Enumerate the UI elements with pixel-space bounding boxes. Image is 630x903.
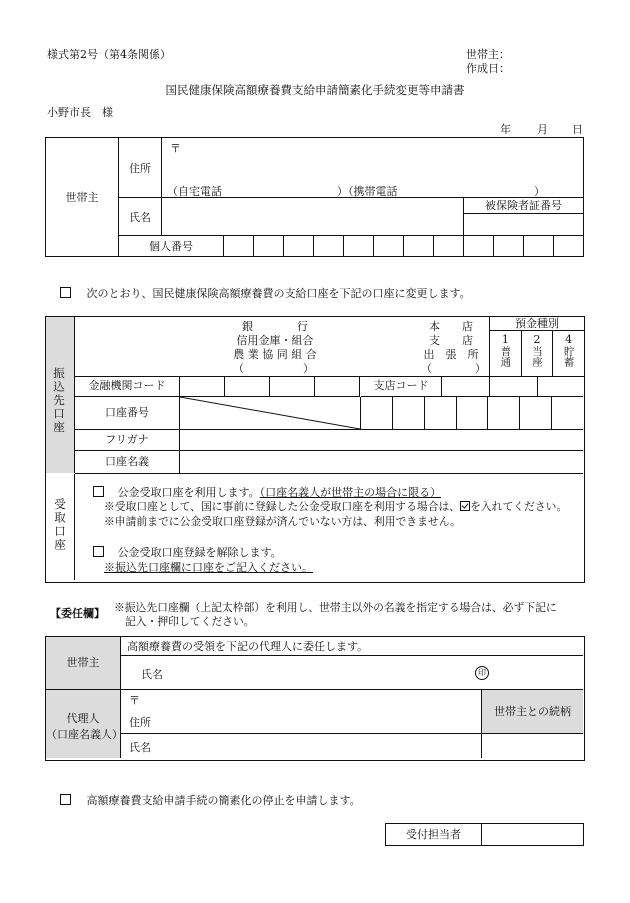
furigana-field[interactable] (180, 430, 583, 451)
account-number-digit[interactable] (457, 397, 489, 429)
public-cancel-note: ※振込先口座欄に口座をご記入ください。 (104, 561, 313, 574)
bank-type-ja: 農 業 協 同 組 合 (233, 348, 317, 361)
deposit-savings[interactable] (553, 331, 584, 376)
public-cancel-checkbox[interactable] (93, 546, 104, 557)
branch-paren-close: ） (475, 362, 486, 375)
personal-number-digit[interactable] (434, 236, 464, 257)
reception-box (385, 823, 584, 846)
personal-number-digit[interactable] (524, 236, 554, 257)
deposit-ordinary-label: 普通 (499, 346, 512, 367)
created-date-label: 作成日： (466, 62, 510, 75)
seal-icon: 印 (475, 666, 489, 680)
agent-address-label: 住所 (129, 716, 151, 729)
deposit-type-label: 預金種別 (490, 317, 584, 331)
account-number-unused (180, 397, 361, 430)
postal-mark: 〒 (170, 142, 181, 155)
option-stop-text: 高額療養費支給申請手続の簡素化の停止を申請します。 (86, 794, 361, 807)
relation-label: 世帯主との続柄 (482, 690, 583, 734)
deposit-type-area (489, 317, 584, 377)
account-number-label: 口座番号 (75, 397, 180, 430)
public-account-label: 受取口座 (53, 498, 67, 552)
account-number-digit[interactable] (520, 397, 552, 429)
branch-code-label: 支店コード (361, 376, 442, 397)
agent-name-label: 氏名 (129, 741, 151, 754)
deposit-ordinary-num: 1 (501, 333, 509, 346)
bank-paren-open: （ (233, 362, 244, 375)
public-account-use[interactable] (93, 484, 441, 500)
institution-code-digit[interactable] (180, 376, 225, 396)
institution-code-field[interactable] (180, 376, 360, 397)
page-title: 国民健康保険高額療養費支給申請簡素化手続変更等申請書 (165, 83, 465, 97)
insured-number-label: 被保険者証番号 (464, 198, 583, 214)
branch-code-digit[interactable] (442, 376, 490, 396)
personal-number-digit[interactable] (464, 236, 494, 257)
agent-address-field[interactable] (121, 690, 482, 734)
option-stop[interactable] (60, 792, 361, 808)
delegation-text: 高額療養費の受領を下記の代理人に委任します。 (121, 637, 583, 656)
agent-label-2: （口座名義人） (46, 728, 123, 741)
institution-code-digit[interactable] (225, 376, 270, 396)
branch-code-digit[interactable] (538, 376, 583, 396)
personal-number-digit[interactable] (314, 236, 344, 257)
personal-number-digit[interactable] (254, 236, 284, 257)
public-use-condition: （口座名義人が世帯主の場合に限る） (259, 486, 442, 499)
bank-paren-close: ） (303, 362, 314, 375)
account-number-digit[interactable] (361, 397, 393, 429)
personal-number-label: 個人番号 (119, 236, 224, 257)
check-mark-icon (460, 501, 470, 511)
branch-type-office: 出 張 所 (423, 348, 479, 361)
date-day: 日 (572, 123, 583, 136)
personal-number-digit[interactable] (224, 236, 254, 257)
home-phone-label: （自宅電話 (167, 185, 222, 198)
branch-paren-open: （ (421, 362, 432, 375)
account-number-field[interactable] (361, 397, 583, 430)
public-note-1b: を入れてください。 (470, 500, 568, 513)
agent-label-cell (46, 690, 121, 758)
deposit-savings-label: 貯蓄 (562, 346, 575, 367)
address-label: 住所 (119, 138, 162, 198)
delegation-note-1: ※振込先口座欄（上記太枠部）を利用し、世帯主以外の名義を指定する場合は、必ず下記に (114, 601, 557, 614)
public-account-cancel[interactable] (93, 544, 282, 560)
deposit-savings-num: 4 (565, 333, 573, 346)
account-number-digit[interactable] (393, 397, 425, 429)
bank-name-area[interactable] (75, 317, 489, 377)
agent-postal-mark: 〒 (129, 694, 140, 707)
reception-field[interactable] (482, 824, 583, 845)
addressee: 小野市長 様 (47, 106, 113, 119)
account-number-digit[interactable] (552, 397, 583, 429)
personal-number-digit[interactable] (374, 236, 404, 257)
agent-label-1: 代理人 (66, 712, 100, 725)
public-use-checkbox[interactable] (93, 486, 104, 497)
delegation-label: 【委任欄】 (50, 607, 105, 620)
institution-code-digit[interactable] (270, 376, 315, 396)
public-cancel-text: 公金受取口座登録を解除します。 (117, 546, 282, 559)
bank-type-credit: 信用金庫・組合 (236, 334, 314, 347)
public-note-1 (104, 499, 567, 514)
seal-mark (475, 665, 489, 680)
option-change-checkbox[interactable] (60, 287, 71, 298)
personal-number-digit[interactable] (344, 236, 374, 257)
bank-type-bank: 銀 行 (242, 320, 308, 333)
deposit-ordinary[interactable] (490, 331, 522, 376)
bank-section-label: 振込先口座 (52, 367, 66, 435)
deposit-current-num: 2 (533, 333, 541, 346)
account-number-digit[interactable] (488, 397, 520, 429)
furigana-label: フリガナ (75, 430, 180, 451)
public-use-text: 公金受取口座を利用します。 (117, 486, 260, 499)
delegation-note-2: 記入・押印してください。 (125, 615, 255, 628)
deposit-current-label: 当座 (531, 346, 543, 367)
applicant-table (45, 137, 584, 257)
delegation-householder-label: 世帯主 (46, 637, 121, 690)
address-field[interactable] (162, 138, 584, 198)
personal-number-digit[interactable] (494, 236, 524, 257)
form-number: 様式第2号（第4条関係） (47, 48, 171, 61)
date-year: 年 (500, 123, 511, 136)
reception-label: 受付担当者 (386, 824, 482, 845)
institution-code-label: 金融機関コード (75, 376, 180, 397)
personal-number-digit[interactable] (404, 236, 434, 257)
public-note-1a: ※受取口座として、国に事前に登録した公金受取口座を利用する場合は、 (104, 500, 461, 513)
public-note-2: ※申請前までに公金受取口座登録が済んでいない方は、利用できません。 (104, 515, 461, 528)
delegation-name-label: 氏名 (141, 668, 163, 681)
branch-type-branch: 支 店 (429, 334, 473, 347)
name-label: 氏名 (119, 198, 162, 236)
branch-type-main: 本 店 (429, 320, 473, 333)
mobile-phone-label: ）（携帯電話 (337, 185, 398, 198)
applicant-section-label: 世帯主 (46, 138, 119, 257)
branch-code-digit[interactable] (490, 376, 538, 396)
account-name-field[interactable] (180, 451, 583, 474)
deposit-current[interactable] (522, 331, 554, 376)
public-account-label-cell (46, 474, 75, 580)
account-name-label: 口座名義 (75, 451, 180, 474)
diagonal-line (180, 397, 360, 429)
personal-number-digit[interactable] (554, 236, 584, 257)
date-month: 月 (537, 123, 548, 136)
personal-number-digit[interactable] (284, 236, 314, 257)
option-change[interactable] (60, 285, 471, 301)
option-change-text: 次のとおり、国民健康保険高額療養費の支給口座を下記の口座に変更します。 (86, 287, 471, 300)
branch-code-field[interactable] (442, 376, 583, 397)
option-stop-checkbox[interactable] (60, 794, 71, 805)
account-number-digit[interactable] (425, 397, 457, 429)
phone-close-paren: ） (534, 185, 545, 198)
name-field[interactable] (162, 198, 464, 236)
insured-number-field[interactable] (464, 198, 584, 236)
delegation-name-field[interactable] (121, 657, 583, 690)
institution-code-digit[interactable] (315, 376, 360, 396)
bank-section-label-cell (46, 317, 75, 473)
householder-header-label: 世帯主： (466, 48, 510, 61)
agent-name-field[interactable] (121, 734, 482, 758)
relation-field[interactable] (482, 734, 583, 758)
